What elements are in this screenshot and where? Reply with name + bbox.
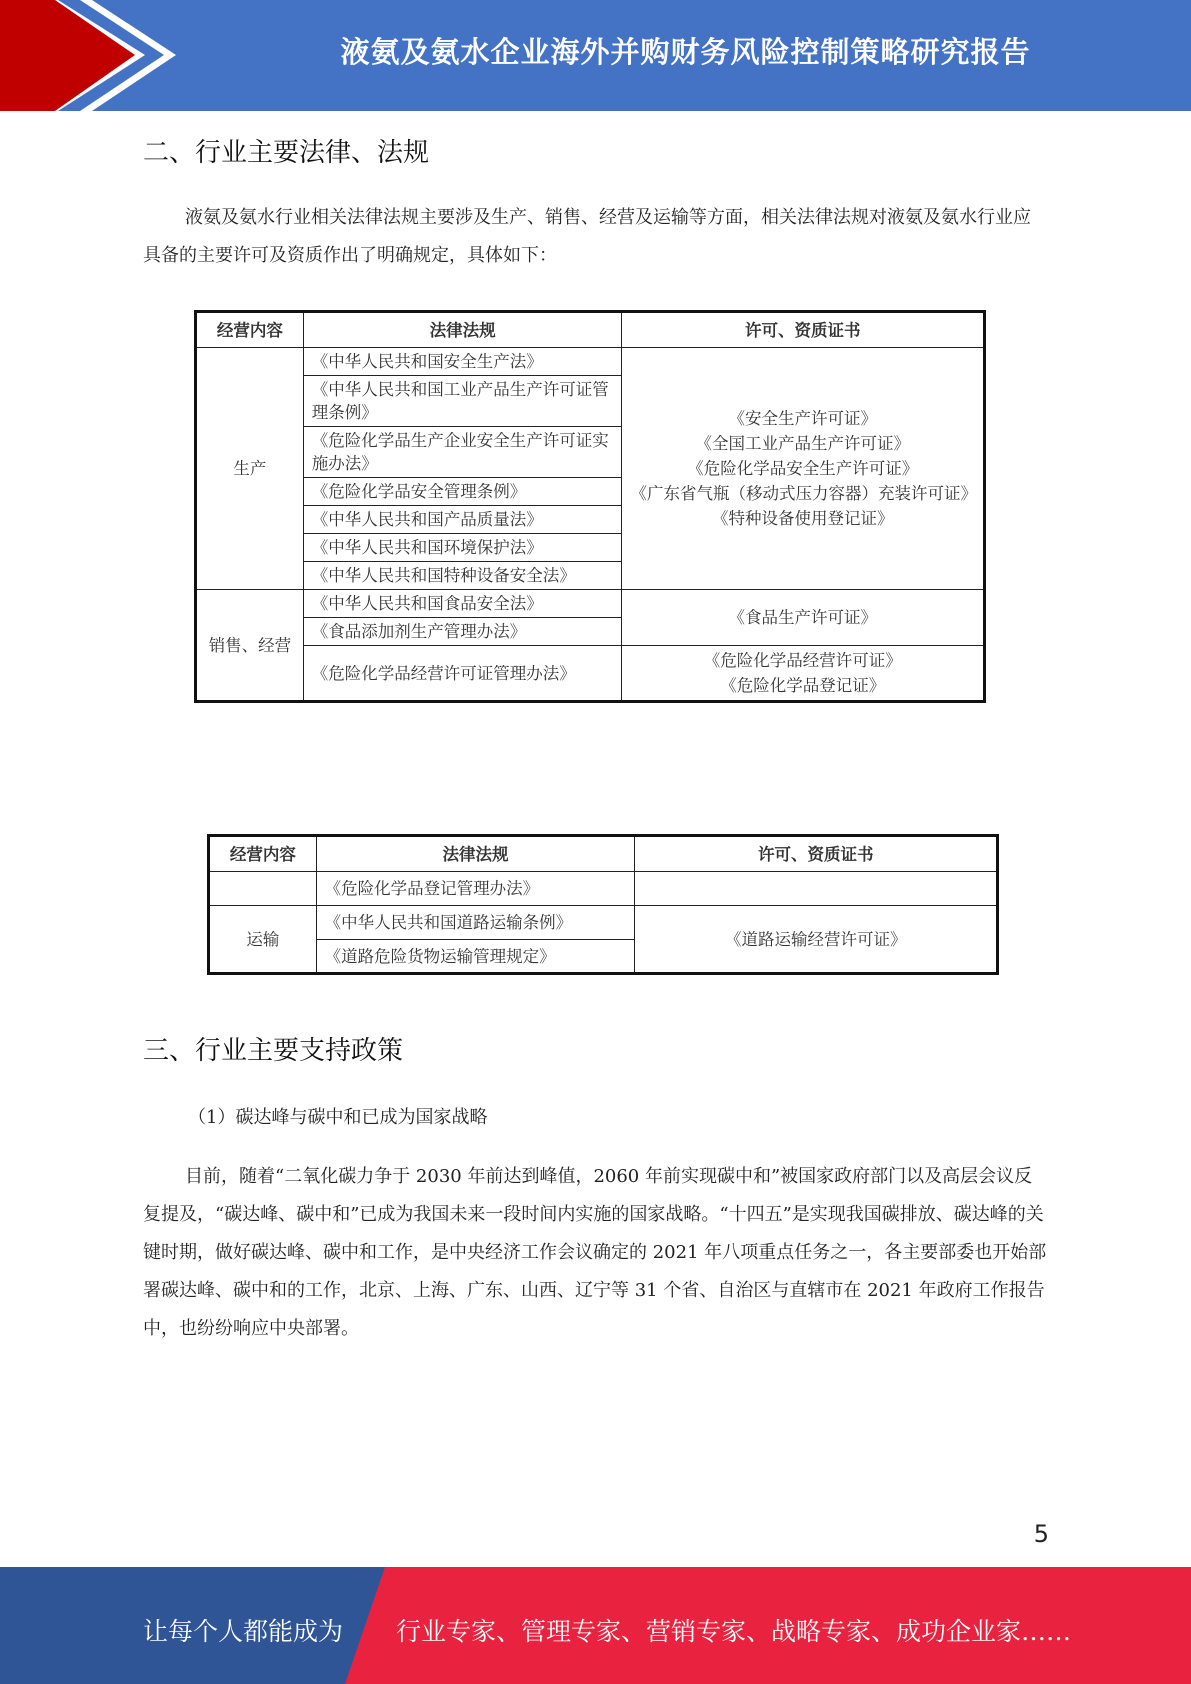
table-header-cell: 法律法规 — [303, 312, 622, 348]
licence-item: 《广东省气瓶（移动式压力容器）充装许可证》 — [630, 484, 977, 503]
report-title: 液氨及氨水企业海外并购财务风险控制策略研究报告 — [340, 35, 1031, 69]
law-cell: 《食品添加剂生产管理办法》 — [303, 618, 622, 646]
law-cell: 《道路危险货物运输管理规定》 — [316, 940, 635, 974]
category-cell-production: 生产 — [196, 348, 304, 590]
laws-intro-text: 液氨及氨水行业相关法律法规主要涉及生产、销售、经营及运输等方面，相关法律法规对液氨及氨水行业应具备的主要许可及资质作出了明确规定，具体如下： — [143, 207, 1031, 266]
page-number: 5 — [1033, 1520, 1049, 1548]
table-header-row — [209, 836, 998, 872]
licence-item: 《危险化学品登记证》 — [720, 676, 886, 695]
licence-item: 《特种设备使用登记证》 — [711, 509, 894, 528]
empty-category-cell — [209, 872, 317, 906]
law-cell: 《中华人民共和国安全生产法》 — [303, 348, 622, 376]
table-header-cell: 经营内容 — [196, 312, 304, 348]
table-row — [196, 348, 985, 376]
page-header — [0, 0, 1191, 111]
law-cell: 《危险化学品安全管理条例》 — [303, 478, 622, 506]
licence-cell-hazard — [622, 646, 985, 702]
licence-item: 《危险化学品经营许可证》 — [703, 651, 902, 670]
law-cell: 《中华人民共和国特种设备安全法》 — [303, 562, 622, 590]
law-cell: 《中华人民共和国道路运输条例》 — [316, 906, 635, 940]
law-cell: 《危险化学品生产企业安全生产许可证实施办法》 — [303, 427, 622, 478]
category-cell-transport: 运输 — [209, 906, 317, 974]
licence-cell-food: 《食品生产许可证》 — [622, 590, 985, 646]
law-cell: 《中华人民共和国环境保护法》 — [303, 534, 622, 562]
laws-intro-paragraph — [143, 199, 1048, 275]
law-cell: 《中华人民共和国工业产品生产许可证管理条例》 — [303, 376, 622, 427]
production-licences-cell — [622, 348, 985, 590]
table-row — [196, 590, 985, 618]
policy-subheading: （1）碳达峰与碳中和已成为国家战略 — [188, 1107, 488, 1128]
footer-slogan-left: 让每个人都能成为 — [143, 1617, 344, 1646]
section-heading-laws: 二、行业主要法律、法规 — [143, 138, 430, 168]
table-header-row — [196, 312, 985, 348]
table-header-cell: 经营内容 — [209, 836, 317, 872]
licence-cell-transport: 《道路运输经营许可证》 — [635, 906, 998, 974]
footer-slogan-right: 行业专家、管理专家、营销专家、战略专家、成功企业家…… — [396, 1617, 1072, 1646]
laws-table-1 — [194, 310, 986, 703]
law-cell: 《中华人民共和国食品安全法》 — [303, 590, 622, 618]
section-heading-policy: 三、行业主要支持政策 — [143, 1036, 404, 1066]
licence-item: 《危险化学品安全生产许可证》 — [687, 459, 919, 478]
policy-text: 目前，随着“二氧化碳力争于 2030 年前达到峰值，2060 年前实现碳中和”被国家政府部门以及高层会议反复提及，“碳达峰、碳中和”已成为我国未来一段时间内实施的国家战略。“十四五”是实现我国碳排放、碳达峰的关键时期，做好碳达峰、碳中和工作，是中央经济工作会议确定的 2021 年八项重点任务之一，各主要部委也开始部署碳达峰、碳中和的工作，北京、上海、广东、山西、辽宁等 31 个省、自治区与直辖市在 2021 年政府工作报告中，也纷纷响应中央部署。 — [143, 1166, 1047, 1339]
law-cell: 《危险化学品登记管理办法》 — [316, 872, 635, 906]
law-cell: 《危险化学品经营许可证管理办法》 — [303, 646, 622, 702]
table-row — [209, 872, 998, 906]
law-cell: 《中华人民共和国产品质量法》 — [303, 506, 622, 534]
page-footer — [0, 1567, 1191, 1684]
licence-item: 《全国工业产品生产许可证》 — [695, 434, 910, 453]
empty-licence-cell — [635, 872, 998, 906]
laws-table-2 — [207, 834, 999, 975]
policy-paragraph — [143, 1158, 1048, 1348]
category-cell-sales: 销售、经营 — [196, 590, 304, 702]
table-row — [196, 646, 985, 702]
table-header-cell: 法律法规 — [316, 836, 635, 872]
table-row — [209, 906, 998, 940]
table-header-cell: 许可、资质证书 — [622, 312, 985, 348]
table-header-cell: 许可、资质证书 — [635, 836, 998, 872]
licence-item: 《安全生产许可证》 — [728, 409, 877, 428]
